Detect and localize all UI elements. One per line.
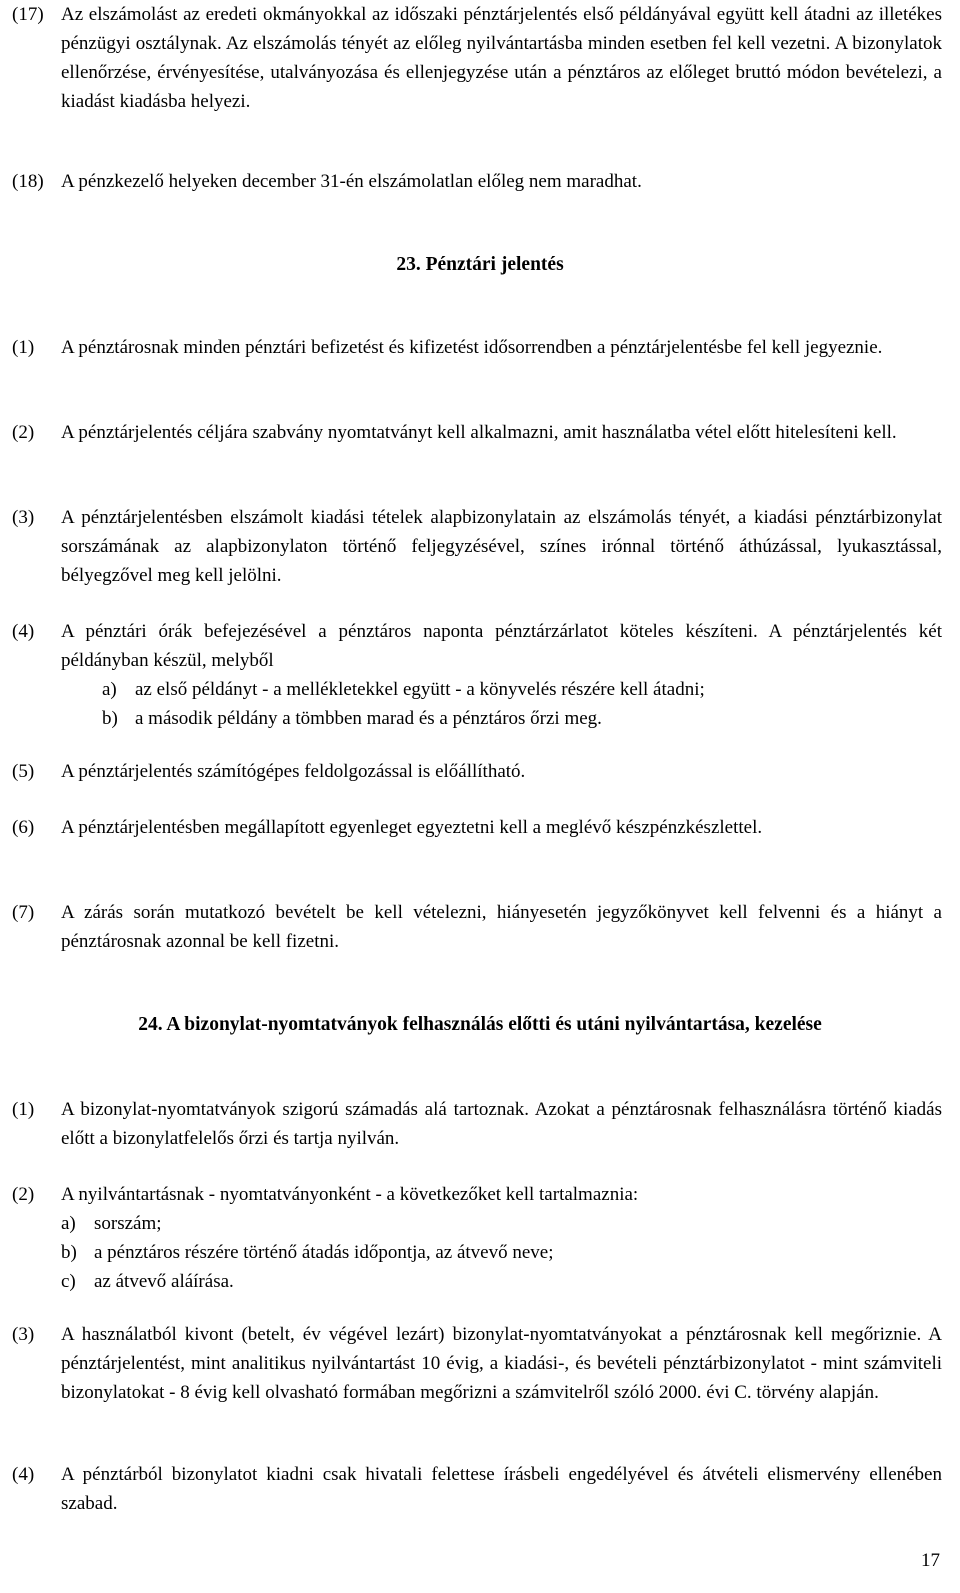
list-item [102,704,942,733]
section23-paragraph-6 [12,813,942,842]
paragraph-text: A zárás során mutatkozó bevételt be kell vételezni, hiányesetén jegyzőkönyvet kell felvenni és a hiányt a pénztárosnak azonnal be kell fizetni. [61,902,942,952]
section-heading-23 [0,250,960,279]
paragraph-text: A pénztárjelentés céljára szabvány nyomtatványt kell alkalmazni, amit használatba vétel előtt hitelesíteni kell. [61,422,897,443]
paragraph-number: (7) [12,902,35,923]
section-title: Pénztári jelentés [425,254,564,275]
paragraph-text: A pénzkezelő helyeken december 31-én elszámolatlan előleg nem maradhat. [61,171,642,192]
list-item-text: sorszám; [94,1213,162,1234]
paragraph-text: A használatból kivont (betelt, év végével lezárt) bizonylat-nyomtatványokat a pénztárosnak kell megőriznie. A pénztárjelentést, mint analitikus nyilvántartást 10 évig, a kiadási-, és bevételi pénztárbizonylatot - mint számviteli bizonylatokat - 8 évig kell olvasható formában megőrizni a számvitelről szóló 2000. évi C. törvény alapján. [61,1324,942,1403]
section24-paragraph-4 [12,1460,942,1518]
paragraph-number: (4) [12,1464,35,1485]
list-item-label: c) [61,1271,76,1292]
section23-paragraph-4 [12,617,942,733]
sub-list [61,1209,942,1296]
paragraph-text: A bizonylat-nyomtatványok szigorú számadás alá tartoznak. Azokat a pénztárosnak felhasználásra történő kiadás előtt a bizonylatfelelős őrzi és tartja nyilván. [61,1099,942,1149]
section24-paragraph-3 [12,1320,942,1407]
list-item-text: az átvevő aláírása. [94,1271,234,1292]
list-item-label: b) [61,1242,77,1263]
section23-paragraph-5 [12,757,942,786]
list-item-text: az első példányt - a mellékletekkel együtt - a könyvelés részére kell átadni; [135,679,705,700]
list-item [61,1209,942,1238]
paragraph-number: (6) [12,817,35,838]
page-number: 17 [921,1550,940,1571]
list-item-text: a pénztáros részére történő átadás időpontja, az átvevő neve; [94,1242,554,1263]
list-item-label: a) [102,679,117,700]
paragraph-number: (2) [12,422,35,443]
paragraph-18 [12,167,942,196]
paragraph-text: A pénztárosnak minden pénztári befizetést és kifizetést idősorrendben a pénztárjelentésbe fel kell jegyeznie. [61,337,883,358]
paragraph-number: (1) [12,1099,35,1120]
paragraph-number: (1) [12,337,35,358]
section23-paragraph-1 [12,333,942,362]
paragraph-text: A pénztárból bizonylatot kiadni csak hivatali felettese írásbeli engedélyével és átvételi elismervény ellenében szabad. [61,1464,942,1514]
paragraph-number: (2) [12,1184,35,1205]
section-title: A bizonylat-nyomtatványok felhasználás előtti és utáni nyilvántartása, kezelése [166,1014,822,1035]
section24-paragraph-2 [12,1180,942,1296]
paragraph-number: (17) [12,4,44,25]
list-item-label: b) [102,708,118,729]
paragraph-text: A pénztárjelentésben megállapított egyenleget egyeztetni kell a meglévő készpénzkészlettel. [61,817,763,838]
paragraph-number: (18) [12,171,44,192]
paragraph-number: (3) [12,507,35,528]
section-heading-24 [0,1010,960,1039]
list-item [61,1238,942,1267]
section-number: 23. [396,254,421,275]
list-item-text: a második példány a tömbben marad és a pénztáros őrzi meg. [135,708,602,729]
paragraph-text: Az elszámolást az eredeti okmányokkal az időszaki pénztárjelentés első példányával együtt kell átadni az illetékes pénzügyi osztálynak. Az elszámolás tényét az előleg nyilvántartásba minden esetben fel kell vezetni. A bizonylatok ellenőrzése, érvényesítése, utalványozása és ellenjegyzése után a pénztáros az előleget bruttó módon bevételezi, a kiadást kiadásba helyezi. [61,4,942,112]
list-item-label: a) [61,1213,76,1234]
sub-list [102,675,942,733]
paragraph-text: A nyilvántartásnak - nyomtatványonként - a következőket kell tartalmaznia: [61,1184,639,1205]
list-item [61,1267,942,1296]
section23-paragraph-2 [12,418,942,447]
section23-paragraph-3 [12,503,942,590]
paragraph-text: A pénztári órák befejezésével a pénztáros naponta pénztárzárlatot köteles készíteni. A pénztárjelentés két példányban készül, melyből [61,621,942,671]
paragraph-text: A pénztárjelentés számítógépes feldolgozással is előállítható. [61,761,526,782]
section23-paragraph-7 [12,898,942,956]
section-number: 24. [138,1014,163,1035]
list-item [102,675,942,704]
paragraph-number: (4) [12,621,35,642]
section24-paragraph-1 [12,1095,942,1153]
paragraph-text: A pénztárjelentésben elszámolt kiadási tételek alapbizonylatain az elszámolás tényét, a kiadási pénztárbizonylat sorszámának az alapbizonylaton történő feljegyzésével, színes irónnal történő áthúzással, lyukasztással, bélyegzővel meg kell jelölni. [61,507,942,586]
paragraph-number: (5) [12,761,35,782]
paragraph-17 [12,0,942,116]
paragraph-number: (3) [12,1324,35,1345]
